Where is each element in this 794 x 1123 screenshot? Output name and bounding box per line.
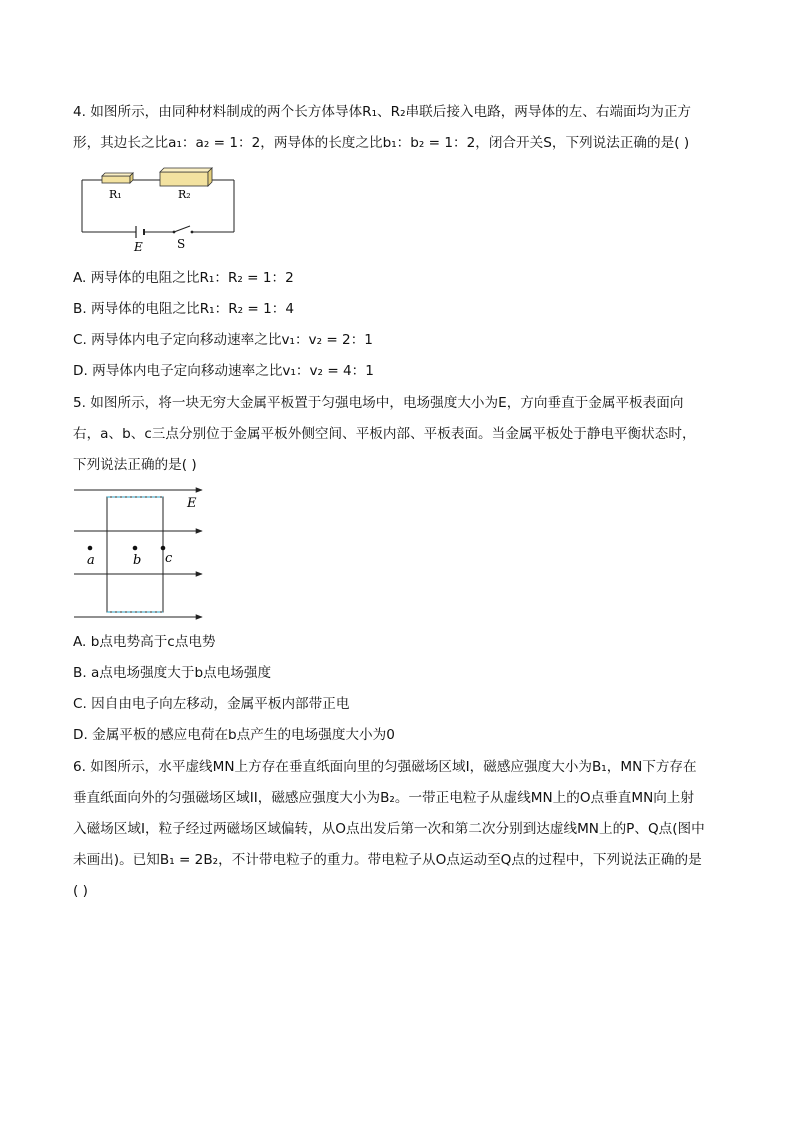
q5-stem-line-3: 下列说法正确的是( ) — [73, 457, 197, 473]
resistor-r2-block — [160, 168, 212, 186]
q6-stem-line-2: 垂直纸面向外的匀强磁场区域II，磁感应强度大小为B₂。一带正电粒子从虚线MN上的O点垂直MN向上射 — [73, 790, 695, 806]
q4-option-d: D. 两导体内电子定向移动速率之比v₁：v₂ = 4：1 — [73, 363, 374, 379]
q5-stem-line-1: 5. 如图所示，将一块无穷大金属平板置于匀强电场中，电场强度大小为E，方向垂直于金属平板表面向 — [73, 395, 684, 411]
switch-blade — [174, 226, 190, 232]
q5-option-b: B. a点电场强度大于b点电场强度 — [73, 665, 272, 681]
label-c: c — [165, 551, 173, 566]
label-b: b — [133, 553, 142, 568]
switch-contact — [191, 231, 194, 234]
label-a: a — [87, 553, 95, 568]
point-a — [88, 546, 93, 551]
q4-circuit-diagram — [78, 166, 242, 258]
resistor-r1-block — [102, 173, 133, 183]
q5-field-diagram — [70, 480, 210, 626]
q6-stem-line-1: 6. 如图所示，水平虚线MN上方存在垂直纸面向里的匀强磁场区域I，磁感应强度大小为B₁，MN下方存在 — [73, 759, 697, 775]
q6-stem-line-4: 未画出)。已知B₁ = 2B₂，不计带电粒子的重力。带电粒子从O点运动至Q点的过程中，下列说法正确的是 — [73, 852, 702, 868]
q5-stem-line-2: 右，a、b、c三点分别位于金属平板外侧空间、平板内部、平板表面。当金属平板处于静电平衡状态时， — [73, 426, 696, 442]
label-r1: R₁ — [109, 188, 122, 201]
q6-stem-line-3: 入磁场区域I，粒子经过两磁场区域偏转，从O点出发后第一次和第二次分别到达虚线MN上的P、Q点(图中 — [73, 821, 705, 837]
q5-option-c: C. 因自由电子向左移动，金属平板内部带正电 — [73, 696, 350, 712]
label-s: S — [177, 237, 186, 251]
q4-option-a: A. 两导体的电阻之比R₁：R₂ = 1：2 — [73, 270, 294, 286]
label-e: E — [187, 496, 197, 511]
point-c — [161, 546, 166, 551]
point-b — [133, 546, 138, 551]
q5-option-a: A. b点电势高于c点电势 — [73, 634, 216, 650]
q4-option-c: C. 两导体内电子定向移动速率之比v₁：v₂ = 2：1 — [73, 332, 373, 348]
q4-option-b: B. 两导体的电阻之比R₁：R₂ = 1：4 — [73, 301, 295, 317]
label-e: E — [134, 240, 143, 254]
label-r2: R₂ — [178, 188, 191, 201]
q6-stem-line-5: ( ) — [73, 883, 88, 899]
q4-stem-line-1: 4. 如图所示，由同种材料制成的两个长方体导体R₁、R₂串联后接入电路，两导体的左、右端面均为正方 — [73, 104, 692, 120]
q4-stem-line-2: 形，其边长之比a₁：a₂ = 1：2，两导体的长度之比b₁：b₂ = 1：2，闭合开关S，下列说法正确的是( ) — [73, 135, 690, 151]
q5-option-d: D. 金属平板的感应电荷在b点产生的电场强度大小为0 — [73, 727, 395, 743]
